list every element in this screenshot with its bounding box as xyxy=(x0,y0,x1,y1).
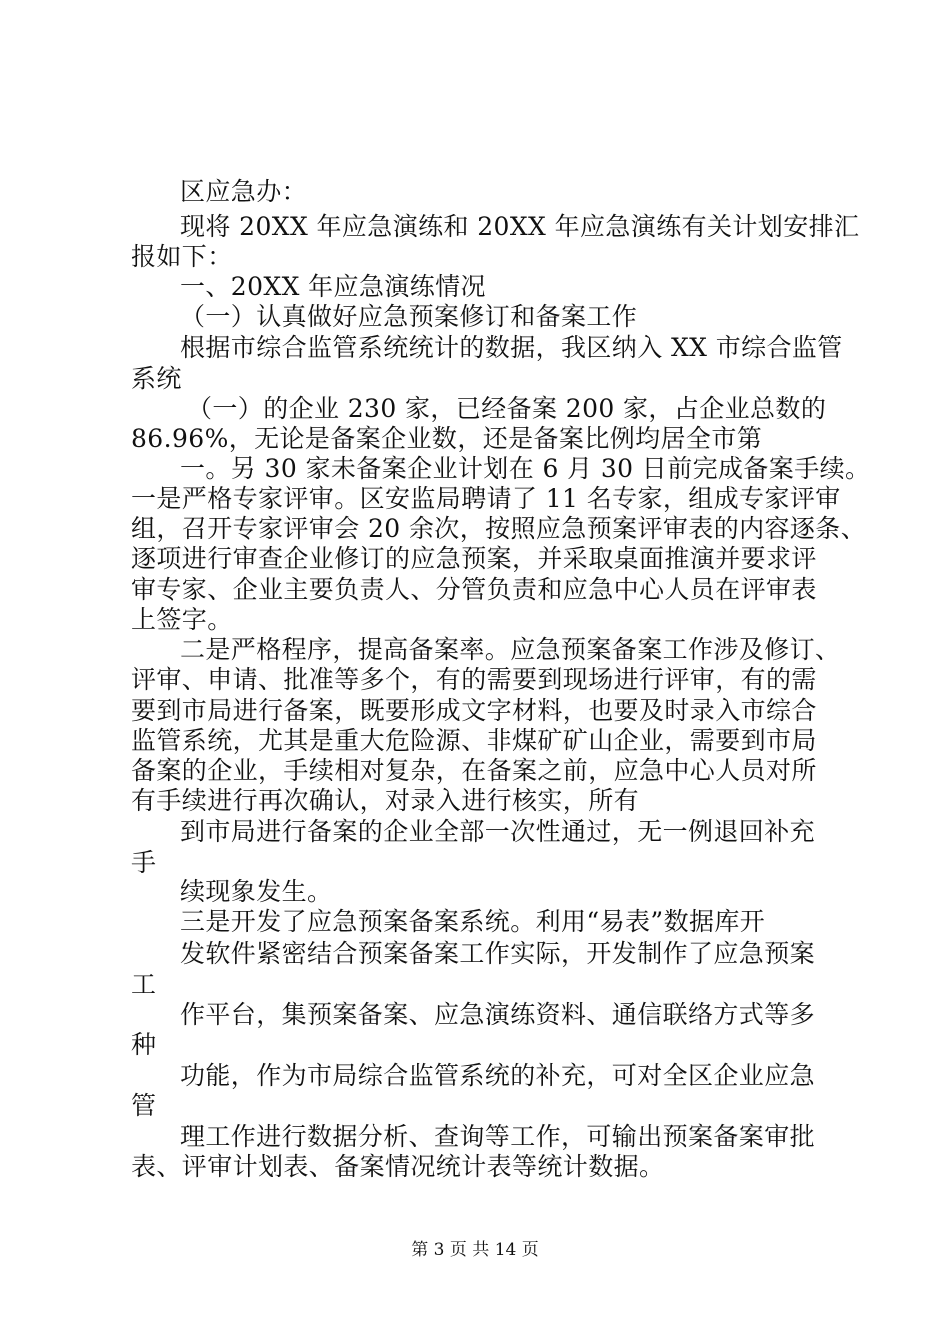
paragraph-line: 要到市局进行备案，既要形成文字材料，也要及时录入市综合 xyxy=(131,696,817,725)
paragraph-line: 逐项进行审查企业修订的应急预案，并采取桌面推演并要求评 xyxy=(131,544,817,573)
paragraph-line: 有手续进行再次确认，对录入进行核实，所有 xyxy=(131,786,640,815)
paragraph-line: 报如下： xyxy=(131,242,233,271)
paragraph-line: 功能，作为市局综合监管系统的补充，可对全区企业应急 xyxy=(180,1061,816,1090)
paragraph-line: 监管系统，尤其是重大危险源、非煤矿矿山企业，需要到市局 xyxy=(131,726,817,755)
paragraph-line: （一）的企业 230 家，已经备案 200 家，占企业总数的 xyxy=(187,394,827,423)
section-heading: 一、20XX 年应急演练情况 xyxy=(180,272,486,301)
paragraph-line: 到市局进行备案的企业全部一次性通过，无一例退回补充 xyxy=(180,817,816,846)
paragraph-line: 二是严格程序，提高备案率。应急预案备案工作涉及修订、 xyxy=(180,635,841,664)
paragraph-line: 表、评审计划表、备案情况统计表等统计数据。 xyxy=(131,1152,665,1181)
paragraph-line: 系统 xyxy=(131,364,182,393)
paragraph-line: 上签字。 xyxy=(131,605,233,634)
paragraph-line: 86.96%，无论是备案企业数，还是备案比例均居全市第 xyxy=(131,424,763,453)
paragraph-line: 种 xyxy=(131,1030,157,1059)
paragraph-line: 三是开发了应急预案备案系统。利用“易表”数据库开 xyxy=(180,907,766,936)
paragraph-line: 备案的企业，手续相对复杂，在备案之前，应急中心人员对所 xyxy=(131,756,817,785)
salutation: 区应急办： xyxy=(180,177,308,206)
paragraph-line: 作平台，集预案备案、应急演练资料、通信联络方式等多 xyxy=(180,1000,816,1029)
paragraph-line: 组，召开专家评审会 20 余次，按照应急预案评审表的内容逐条、 xyxy=(131,514,867,543)
paragraph-line: 评审、申请、批准等多个，有的需要到现场进行评审，有的需 xyxy=(131,665,817,694)
paragraph-line: 发软件紧密结合预案备案工作实际，开发制作了应急预案 xyxy=(180,939,816,968)
paragraph-line: 现将 20XX 年应急演练和 20XX 年应急演练有关计划安排汇 xyxy=(180,212,860,241)
paragraph-line: 手 xyxy=(131,848,157,877)
paragraph-line: 一。另 30 家未备案企业计划在 6 月 30 日前完成备案手续。 xyxy=(180,454,871,483)
paragraph-line: 一是严格专家评审。区安监局聘请了 11 名专家，组成专家评审 xyxy=(131,484,841,513)
paragraph-line: 管 xyxy=(131,1091,157,1120)
paragraph-line: 工 xyxy=(131,970,157,999)
paragraph-line: 审专家、企业主要负责人、分管负责和应急中心人员在评审表 xyxy=(131,575,817,604)
paragraph-line: 根据市综合监管系统统计的数据，我区纳入 XX 市综合监管 xyxy=(180,333,843,362)
paragraph-line: 理工作进行数据分析、查询等工作，可输出预案备案审批 xyxy=(180,1122,816,1151)
paragraph-line: 续现象发生。 xyxy=(180,877,333,906)
subsection-heading: （一）认真做好应急预案修订和备案工作 xyxy=(180,302,638,331)
page-number-footer: 第 3 页 共 14 页 xyxy=(411,1240,539,1260)
